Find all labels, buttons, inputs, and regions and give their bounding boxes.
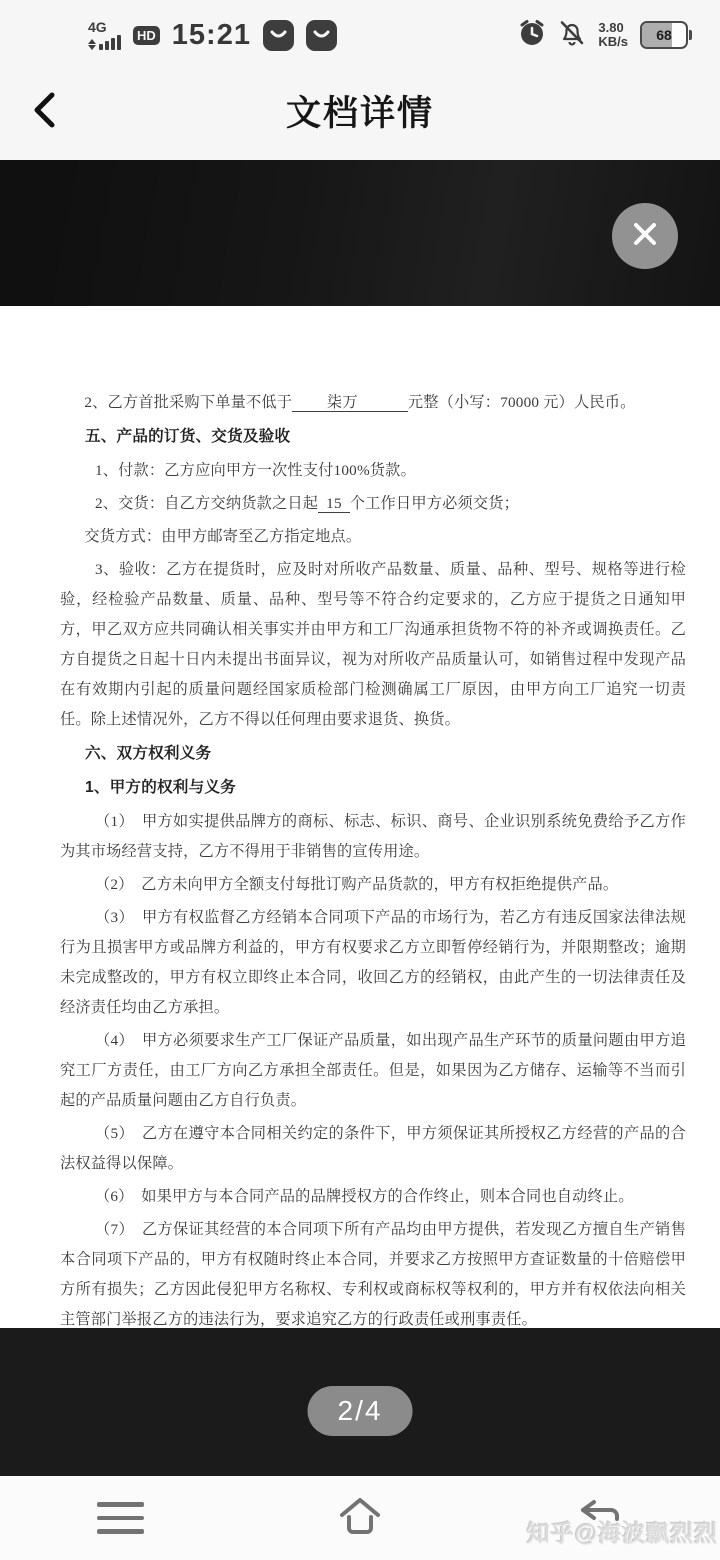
battery-level: 68 bbox=[656, 27, 672, 43]
signal-strength-icon bbox=[88, 20, 121, 50]
close-button[interactable] bbox=[612, 203, 678, 269]
contract-paragraph: （5） 乙方在遵守本合同相关约定的条件下，甲方须保证其所授权乙方经营的产品的合法权益得以保障。 bbox=[60, 1125, 686, 1172]
network-speed: 3.80 KB/s bbox=[598, 20, 628, 49]
contract-paragraph: 2、交货：自乙方交纳货款之日起 15 个工作日甲方必须交货； bbox=[94, 495, 520, 512]
alarm-icon bbox=[518, 19, 546, 52]
recents-button[interactable] bbox=[0, 1476, 240, 1560]
contract-paragraph: 1、付款：乙方应向甲方一次性支付100%货款。 bbox=[94, 462, 416, 479]
contract-paragraph: （4） 甲方必须要求生产工厂保证产品质量，如出现产品生产环节的质量问题由甲方追究工厂方责任，由工厂方向乙方承担全部责任。但是，如果因为乙方储存、运输等不当而引起的产品质量问题由乙方自行负责。 bbox=[60, 1032, 686, 1109]
page-indicator-badge: 2/4 bbox=[308, 1386, 413, 1436]
page-title: 文档详情 bbox=[285, 94, 434, 133]
contract-paragraph: （6） 如果甲方与本合同产品的品牌授权方的合作终止，则本合同也自动终止。 bbox=[94, 1188, 634, 1205]
home-button[interactable] bbox=[240, 1476, 480, 1560]
home-icon bbox=[334, 1493, 386, 1544]
back-button[interactable] bbox=[22, 84, 68, 140]
battery-indicator bbox=[640, 21, 692, 49]
contract-paragraph: 交货方式：由甲方邮寄至乙方指定地点。 bbox=[84, 528, 362, 545]
app-notification-icon bbox=[263, 20, 294, 51]
status-bar bbox=[0, 0, 720, 62]
contract-paragraph: （7） 乙方保证其经营的本合同项下所有产品均由甲方提供，若发现乙方擅自生产销售本合同项下产品的，甲方有权随时终止本合同，并要求乙方按照甲方查证数量的十倍赔偿甲方所有损失；乙方因此侵犯甲方名称权、专利权或商标权等权利的，甲方并有权依法向相关主管部门举报乙方的违法行为，要求追究乙方的行政责任或刑事责任。 bbox=[60, 1221, 686, 1328]
title-bar bbox=[0, 62, 720, 160]
mute-bell-icon bbox=[558, 19, 586, 52]
back-chevron-icon bbox=[27, 88, 63, 137]
contract-paragraph: （2） 乙方未向甲方全额支付每批订购产品货款的，甲方有权拒绝提供产品。 bbox=[94, 876, 619, 893]
close-icon bbox=[628, 217, 662, 256]
contract-heading: 五、产品的订货、交货及验收 bbox=[84, 428, 291, 445]
app-notification-icon bbox=[306, 20, 337, 51]
network-type-label: 4G bbox=[88, 19, 107, 35]
contract-heading: 六、双方权利义务 bbox=[84, 745, 212, 762]
contract-paragraph: 2、乙方首批采购下单量不低于 柒万 元整（小写：70000 元）人民币。 bbox=[84, 394, 636, 411]
contract-heading: 1、甲方的权利与义务 bbox=[84, 779, 236, 796]
volte-hd-icon: HD bbox=[133, 26, 160, 45]
watermark: 知乎@海波飘烈烈 bbox=[526, 1520, 718, 1546]
status-time: 15:21 bbox=[171, 18, 251, 51]
contract-paragraph: （1） 甲方如实提供品牌方的商标、标志、标识、商号、企业识别系统免费给予乙方作为其市场经营支持，乙方不得用于非销售的宣传用途。 bbox=[60, 813, 686, 860]
document-body bbox=[60, 388, 686, 1335]
contract-paragraph: （3） 甲方有权监督乙方经销本合同项下产品的市场行为，若乙方有违反国家法律法规行为且损害甲方或品牌方利益的，甲方有权要求乙方立即暂停经销行为，并限期整改；逾期未完成整改的，甲方有权立即终止本合同，收回乙方的经销权，由此产生的一切法律责任及经济责任均由乙方承担。 bbox=[60, 909, 686, 1016]
document-page-image[interactable] bbox=[0, 306, 720, 1328]
contract-paragraph: 3、验收：乙方在提货时，应及时对所收产品数量、质量、品种、型号、规格等进行检验，经检验产品数量、质量、品种、型号等不符合约定要求的，乙方应于提货之日通知甲方，甲乙双方应共同确认相关事实并由甲方和工厂沟通承担货物不符的补齐或调换责任。乙方自提货之日起十日内未提出书面异议，视为对所收产品质量认可，如销售过程中发现产品在有效期内引起的质量问题经国家质检部门检测确属工厂原因，由甲方向工厂追究一切责任。除上述情况外，乙方不得以任何理由要求退货、换货。 bbox=[60, 561, 686, 728]
menu-icon bbox=[97, 1502, 144, 1534]
